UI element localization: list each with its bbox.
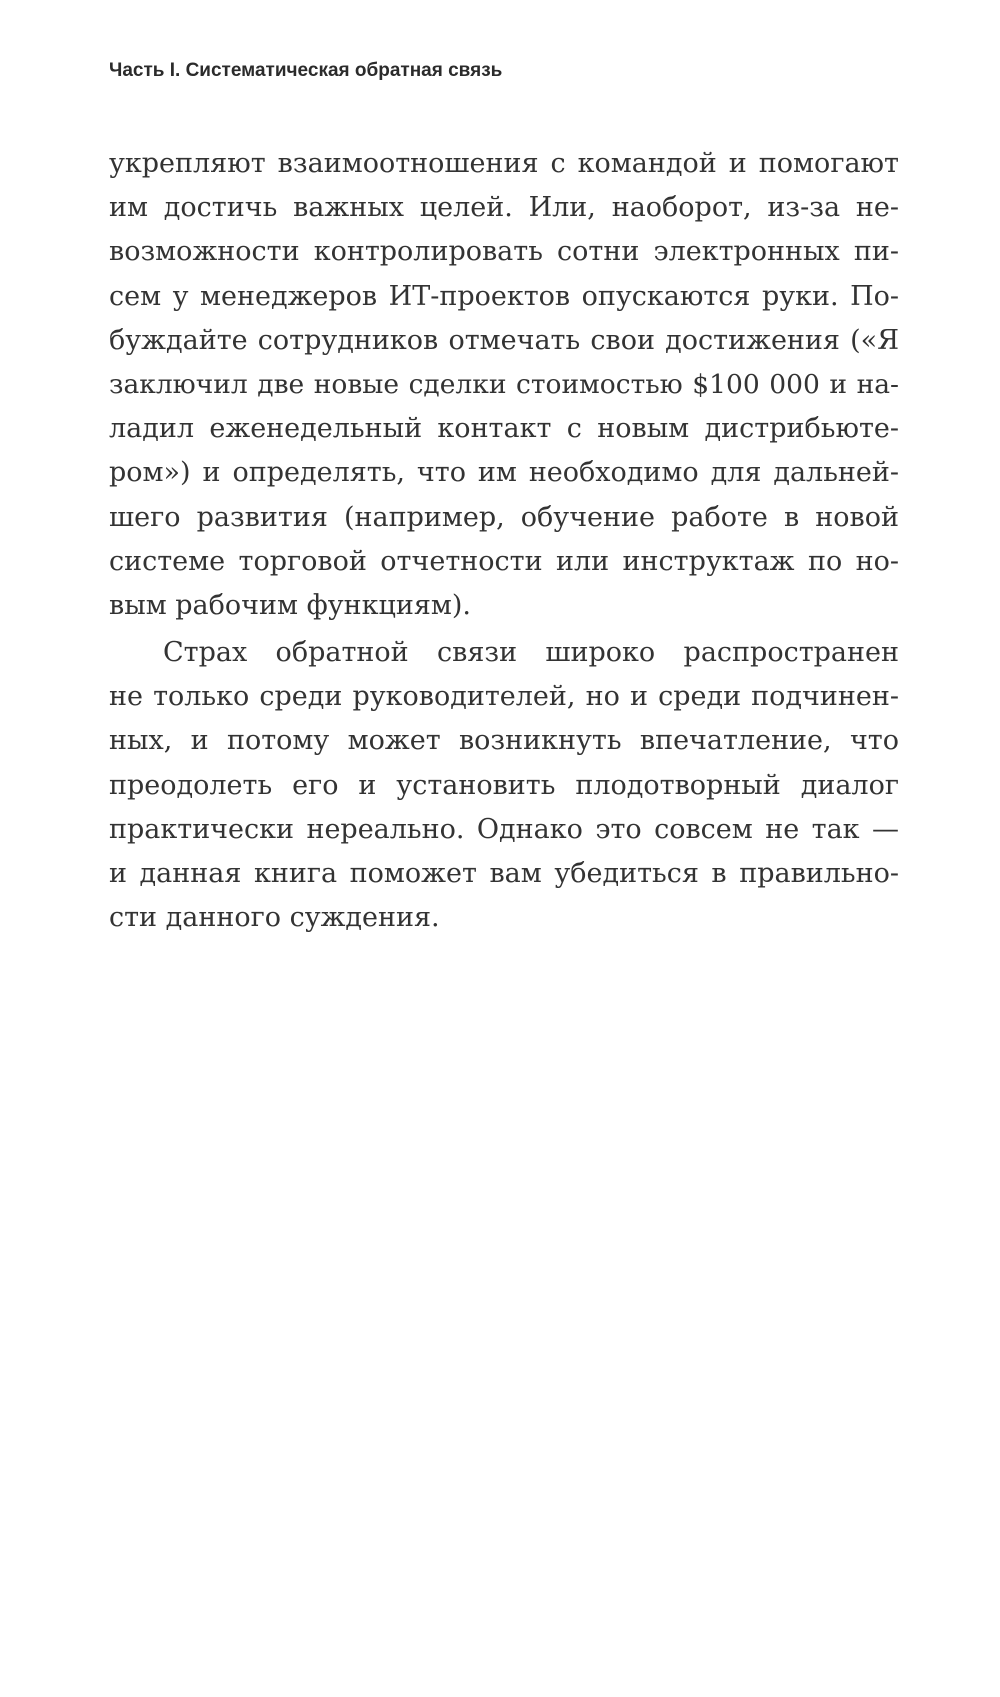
text-line: буждайте сотрудников отмечать свои достижения («Я: [109, 324, 899, 356]
text-line: и данная книга поможет вам убедиться в правильно-: [109, 858, 899, 889]
body-text: [109, 142, 899, 940]
text-line: ладил еженедельный контакт с новым дистрибьюте-: [109, 413, 899, 445]
text-line: заключил две новые сделки стоимостью $100 000 и на-: [109, 368, 899, 400]
text-line: ных, и потому может возникнуть впечатление, что: [109, 725, 899, 757]
text-line: вым рабочим функциям).: [109, 589, 471, 621]
paragraph-2: [109, 631, 899, 940]
text-line: не только среди руководителей, но и среди подчинен-: [109, 681, 899, 713]
text-line: укрепляют взаимоотношения с командой и помогают: [109, 148, 899, 179]
running-header: Часть I. Систематическая обратная связь: [109, 60, 503, 81]
text-line: им достичь важных целей. Или, наоборот, из-за не-: [109, 192, 899, 224]
text-line: ром») и определять, что им необходимо для дальней-: [109, 457, 899, 489]
text-line: возможности контролировать сотни электронных пи-: [109, 236, 899, 268]
text-line: преодолеть его и установить плодотворный диалог: [109, 769, 899, 801]
text-line: Страх обратной связи широко распространен: [163, 637, 899, 669]
paragraph-1: [109, 142, 899, 628]
text-line: сти данного суждения.: [109, 902, 440, 934]
text-line: шего развития (например, обучение работе в новой: [109, 501, 899, 533]
text-line: практически нереально. Однако это совсем не так —: [109, 813, 899, 845]
text-line: системе торговой отчетности или инструктаж по но-: [109, 545, 899, 577]
text-line: сем у менеджеров ИТ-проектов опускаются руки. По-: [109, 280, 899, 312]
